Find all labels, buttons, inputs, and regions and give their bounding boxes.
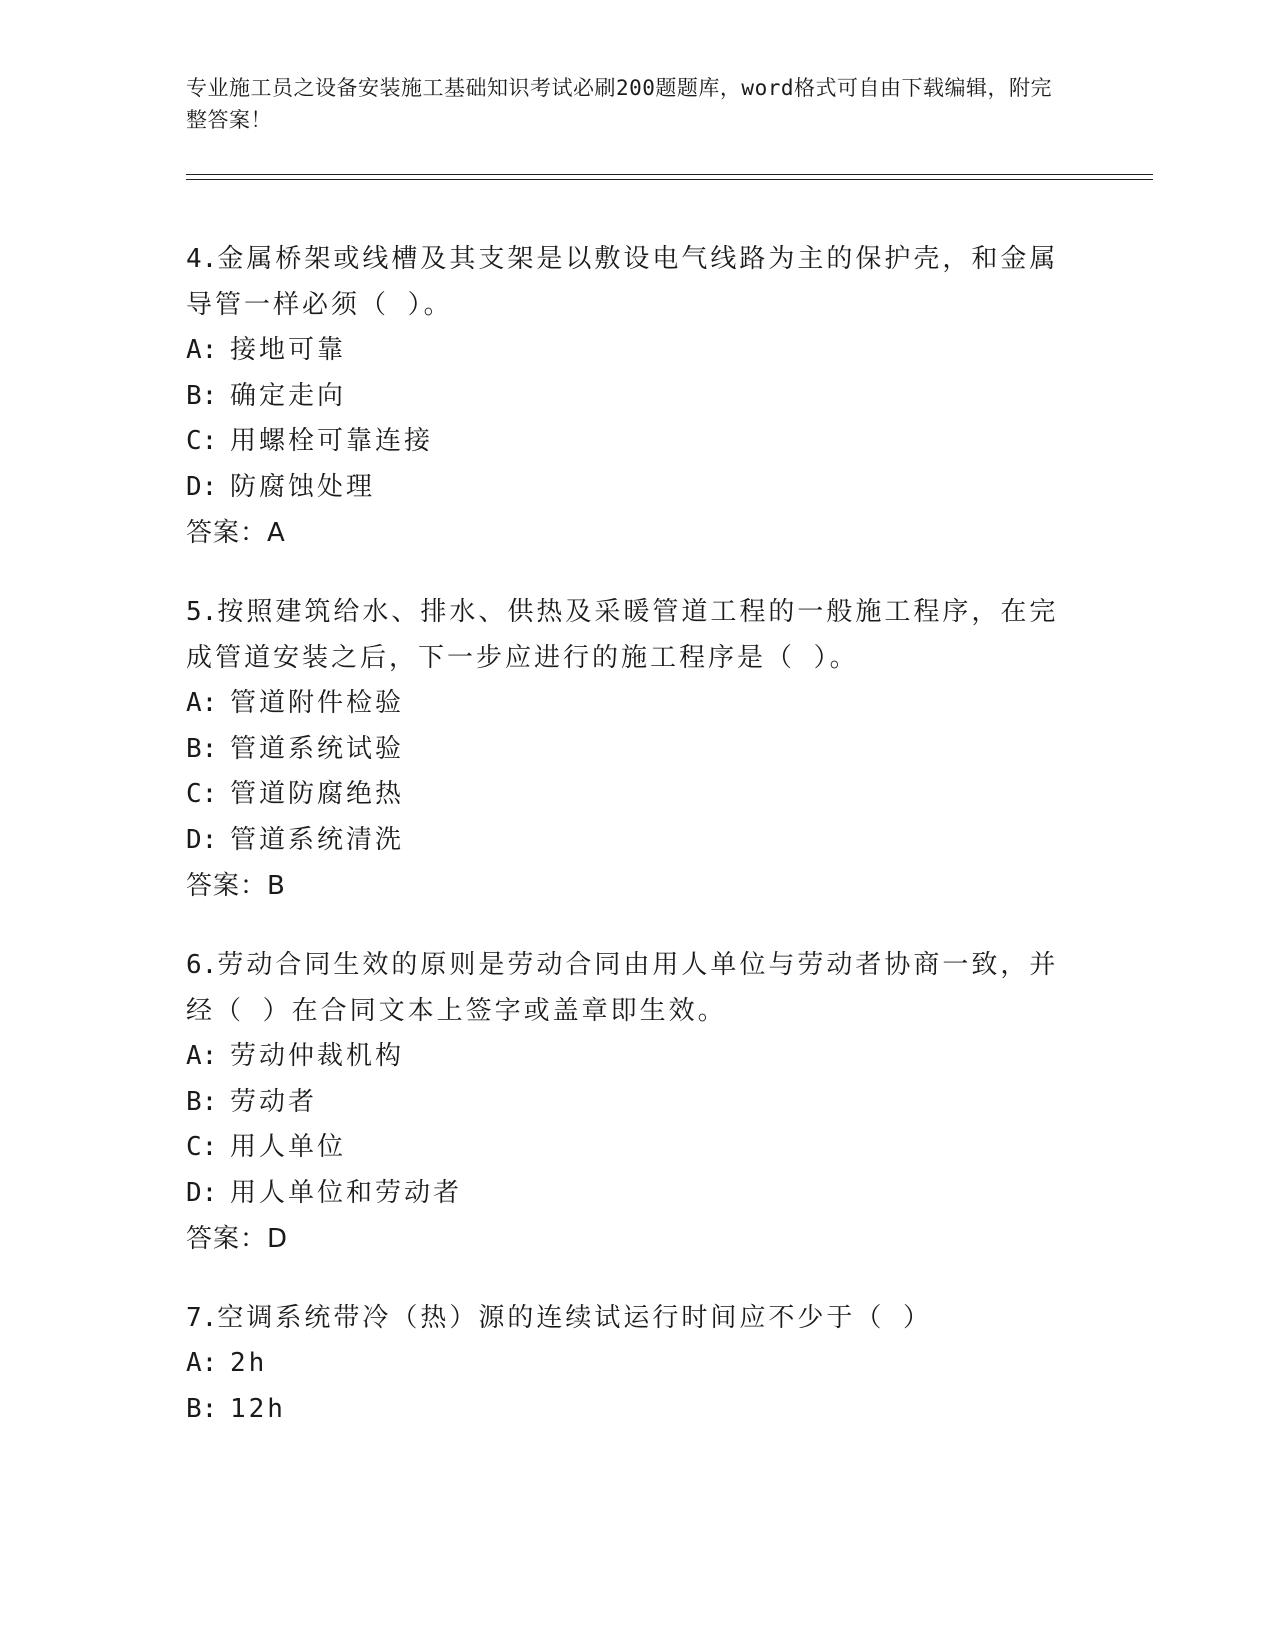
option-b xyxy=(186,1387,1086,1433)
answer-line: 答案：D xyxy=(186,1224,289,1254)
option-text: 2h xyxy=(230,1348,268,1378)
question-text: 空调系统带冷（热）源的连续试运行时间应不少于（ ） xyxy=(217,1303,932,1333)
option-text: 确定走向 xyxy=(230,380,347,411)
option-text: 防腐蚀处理 xyxy=(230,471,376,502)
answer-line: 答案：B xyxy=(186,871,286,901)
option-text: 接地可靠 xyxy=(230,335,347,365)
question-stem xyxy=(186,942,1086,1034)
header-divider-bottom xyxy=(186,179,1153,180)
option-text: 12h xyxy=(230,1393,286,1424)
option-text: 用人单位和劳动者 xyxy=(230,1177,463,1208)
option-letter: B: xyxy=(186,1393,218,1424)
option-a xyxy=(186,1034,1086,1080)
option-b xyxy=(186,727,1086,773)
question-list xyxy=(186,236,1086,1465)
option-d xyxy=(186,465,1086,511)
header-divider-top xyxy=(186,174,1153,175)
question-number: 4. xyxy=(186,244,218,274)
question-item xyxy=(186,589,1086,909)
option-letter: A: xyxy=(186,1348,218,1378)
question-item xyxy=(186,942,1086,1262)
question-number: 7. xyxy=(186,1303,218,1333)
option-b xyxy=(186,374,1086,420)
answer-line: 答案：A xyxy=(186,518,286,548)
option-text: 劳动仲裁机构 xyxy=(230,1041,405,1071)
option-c xyxy=(186,772,1086,818)
option-letter: C: xyxy=(186,426,218,456)
option-letter: B: xyxy=(186,1086,218,1117)
option-letter: D: xyxy=(186,471,218,502)
option-text: 用人单位 xyxy=(230,1132,347,1162)
question-item xyxy=(186,236,1086,556)
option-a xyxy=(186,1341,1086,1387)
option-c xyxy=(186,1125,1086,1171)
option-text: 管道系统清洗 xyxy=(230,824,405,855)
option-letter: A: xyxy=(186,688,218,718)
option-letter: A: xyxy=(186,1041,218,1071)
option-letter: C: xyxy=(186,779,218,809)
option-letter: B: xyxy=(186,733,218,764)
document-title: 专业施工员之设备安装施工基础知识考试必刷200题题库，word格式可自由下载编辑，附完整答案！ xyxy=(186,76,1052,132)
question-text: 劳动合同生效的原则是劳动合同由用人单位与劳动者协商一致，并经（ ）在合同文本上签字或盖章即生效。 xyxy=(186,950,1059,1026)
question-stem xyxy=(186,589,1086,681)
option-letter: D: xyxy=(186,824,218,855)
question-number: 6. xyxy=(186,950,218,980)
question-stem xyxy=(186,1295,1086,1341)
option-text: 管道防腐绝热 xyxy=(230,779,405,809)
option-letter: D: xyxy=(186,1177,218,1208)
option-b xyxy=(186,1080,1086,1126)
option-c xyxy=(186,419,1086,465)
option-letter: A: xyxy=(186,335,218,365)
option-letter: C: xyxy=(186,1132,218,1162)
option-d xyxy=(186,1171,1086,1217)
question-text: 按照建筑给水、排水、供热及采暖管道工程的一般施工程序，在完成管道安装之后，下一步应进行的施工程序是（ ）。 xyxy=(186,597,1059,673)
option-a xyxy=(186,328,1086,374)
question-text: 金属桥架或线槽及其支架是以敷设电气线路为主的保护壳，和金属导管一样必须（ ）。 xyxy=(186,244,1059,320)
question-item xyxy=(186,1295,1086,1432)
question-number: 5. xyxy=(186,597,218,627)
option-text: 劳动者 xyxy=(230,1086,318,1117)
option-letter: B: xyxy=(186,380,218,411)
option-text: 管道系统试验 xyxy=(230,733,405,764)
question-stem xyxy=(186,236,1086,328)
option-text: 用螺栓可靠连接 xyxy=(230,426,434,456)
option-a xyxy=(186,681,1086,727)
option-text: 管道附件检验 xyxy=(230,688,405,718)
option-d xyxy=(186,818,1086,864)
